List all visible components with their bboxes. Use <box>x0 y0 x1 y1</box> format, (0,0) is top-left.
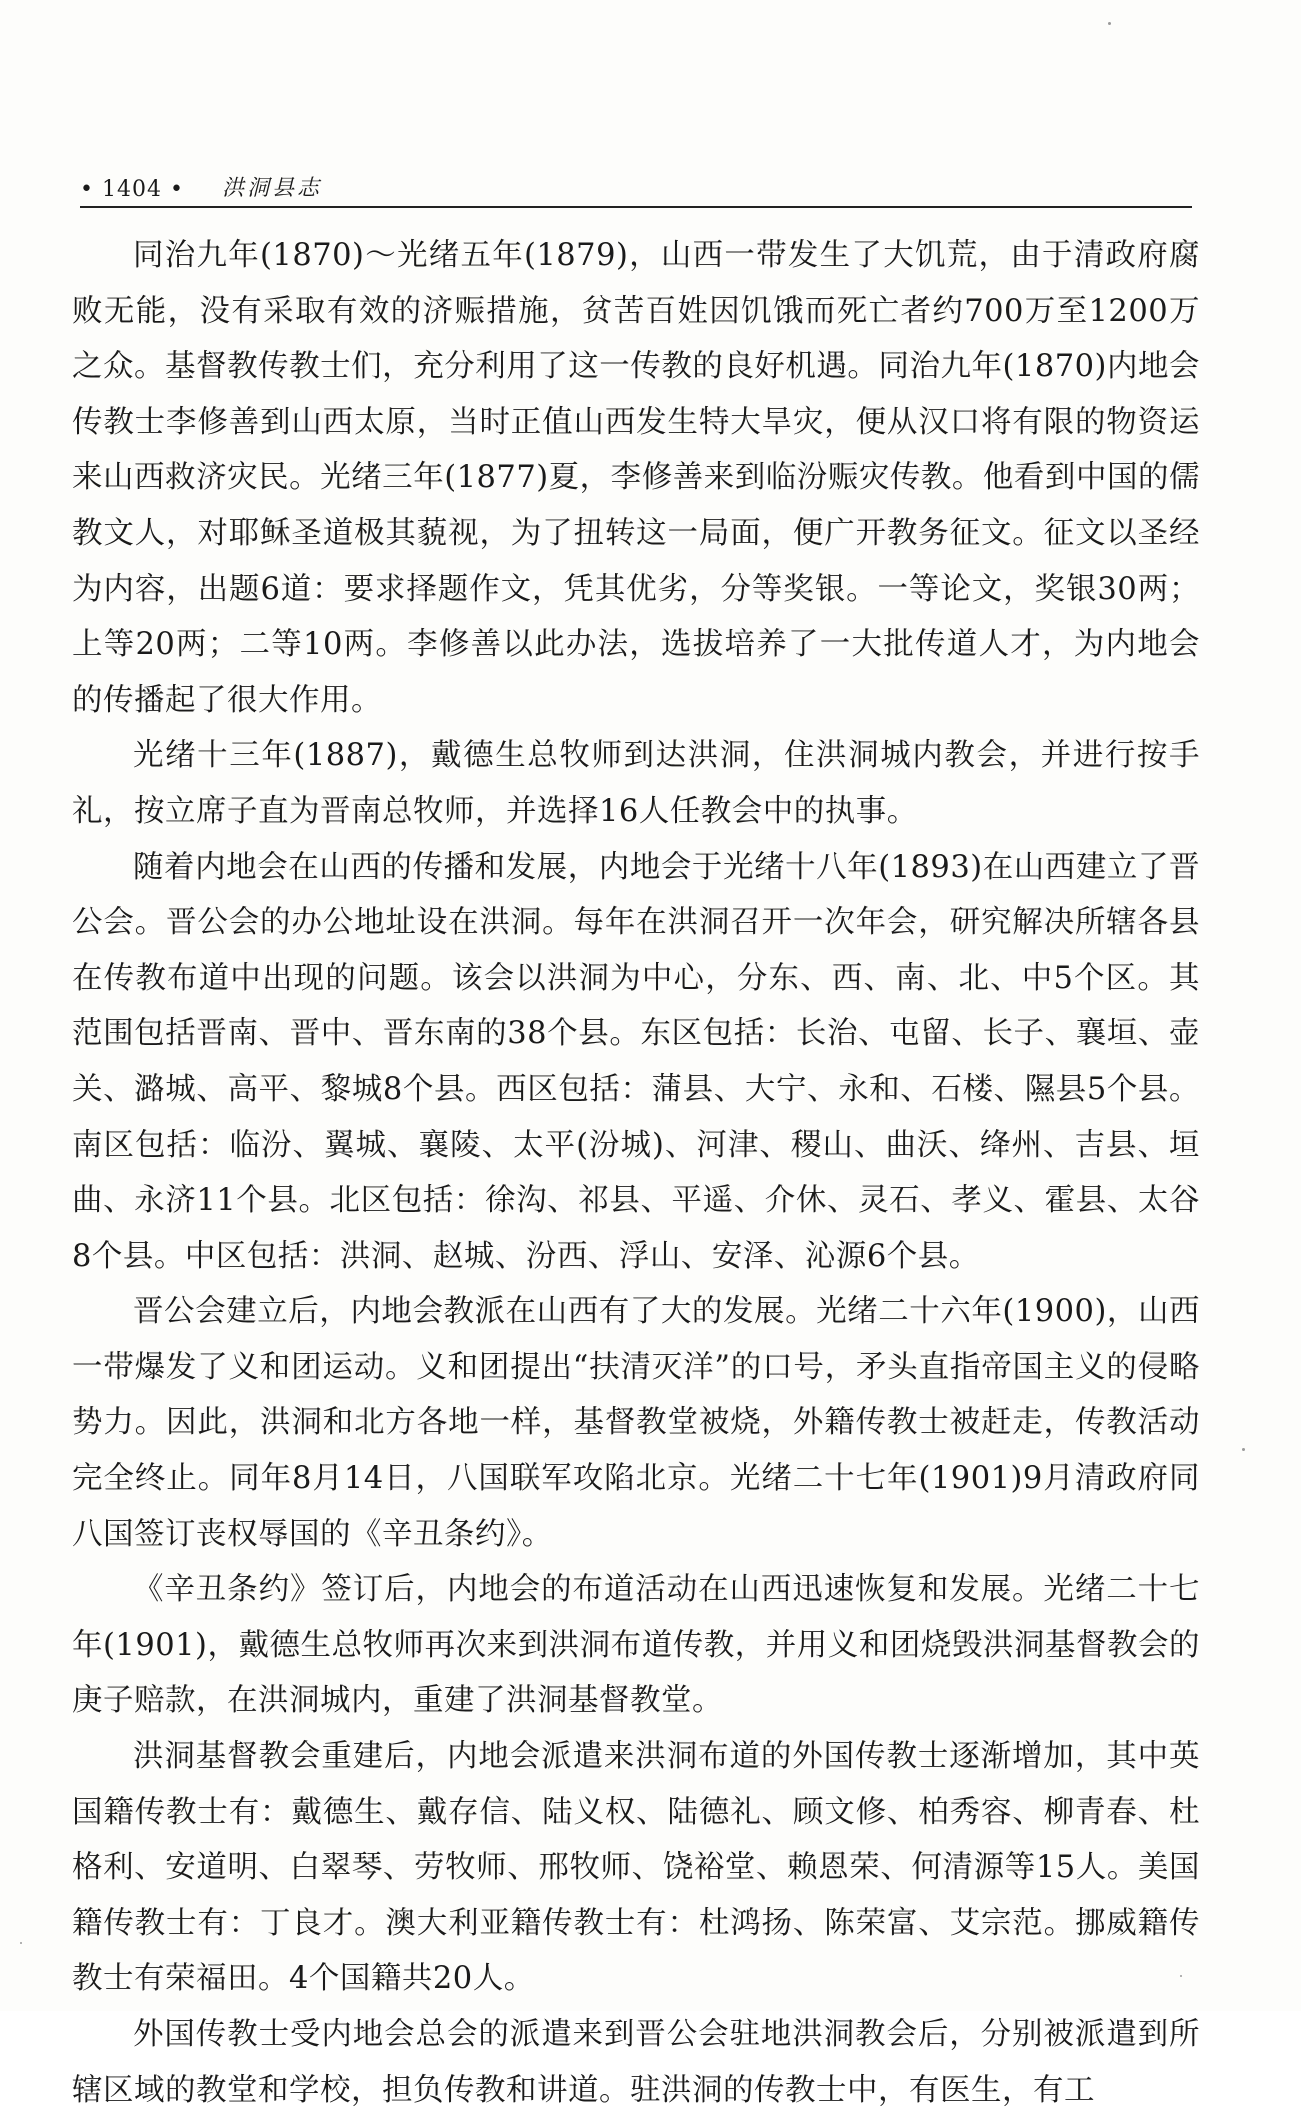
body-text <box>72 228 1200 2118</box>
paragraph-boxer-protocol: 《辛丑条约》签订后，内地会的布道活动在山西迅速恢复和发展。光绪二十七年(1901)，戴德生总牧师再次来到洪洞布道传教，并用义和团烧毁洪洞基督教会的庚子赔款，在洪洞城内，重建了洪洞基督教堂。 <box>72 1572 1200 1719</box>
paragraph-hudson-taylor-1887: 光绪十三年(1887)，戴德生总牧师到达洪洞，住洪洞城内教会，并进行按手礼，按立席子直为晋南总牧师，并选择16人任教会中的执事。 <box>72 738 1200 829</box>
scan-speck <box>20 1942 22 1944</box>
paragraph-missionary-duties: 外国传教士受内地会总会的派遣来到晋公会驻地洪洞教会后，分别被派遣到所辖区域的教堂和学校，担负传教和讲道。驻洪洞的传教士中，有医生，有工 <box>72 2017 1200 2108</box>
book-title: 洪洞县志 <box>221 176 322 201</box>
paragraph-famine: 同治九年(1870)～光绪五年(1879)，山西一带发生了大饥荒，由于清政府腐败无能，没有采取有效的济赈措施，贫苦百姓因饥饿而死亡者约700万至1200万之众。基督教传教士们，充分利用了这一传教的良好机遇。同治九年(1870)内地会传教士李修善到山西太原，当时正值山西发生特大旱灾，便从汉口将有限的物资运来山西救济灾民。光绪三年(1877)夏，李修善来到临汾赈灾传教。他看到中国的儒教文人，对耶稣圣道极其藐视，为了扭转这一局面，便广开教务征文。征文以圣经为内容，出题6道：要求择题作文，凭其优劣，分等奖银。一等论文，奖银30两；上等20两；二等10两。李修善以此办法，选拔培养了一大批传道人才，为内地会的传播起了很大作用。 <box>72 238 1200 718</box>
page-number: • 1404 • <box>80 177 184 202</box>
scan-speck <box>1242 1448 1245 1451</box>
scan-speck <box>1180 1975 1182 1977</box>
scan-speck <box>1108 22 1111 25</box>
paragraph-boxer-movement: 晋公会建立后，内地会教派在山西有了大的发展。光绪二十六年(1900)，山西一带爆发了义和团运动。义和团提出“扶清灭洋”的口号，矛头直指帝国主义的侵略势力。因此，洪洞和北方各地一样，基督教堂被烧，外籍传教士被赶走，传教活动完全终止。同年8月14日，八国联军攻陷北京。光绪二十七年(1901)9月清政府同八国签订丧权辱国的《辛丑条约》。 <box>72 1294 1200 1552</box>
paragraph-missionaries: 洪洞基督教会重建后，内地会派遣来洪洞布道的外国传教士逐渐增加，其中英国籍传教士有：戴德生、戴存信、陆义权、陆德礼、顾文修、柏秀容、柳青春、杜格利、安道明、白翠琴、劳牧师、邢牧师、饶裕堂、赖恩荣、何清源等15人。美国籍传教士有：丁良才。澳大利亚籍传教士有：杜鸿扬、陈荣富、艾宗范。挪威籍传教士有荣福田。4个国籍共20人。 <box>72 1739 1200 1997</box>
paragraph-jin-conference: 随着内地会在山西的传播和发展，内地会于光绪十八年(1893)在山西建立了晋公会。晋公会的办公地址设在洪洞。每年在洪洞召开一次年会，研究解决所辖各县在传教布道中出现的问题。该会以洪洞为中心，分东、西、南、北、中5个区。其范围包括晋南、晋中、晋东南的38个县。东区包括：长治、屯留、长子、襄垣、壶关、潞城、高平、黎城8个县。西区包括：蒲县、大宁、永和、石楼、隰县5个县。南区包括：临汾、翼城、襄陵、太平(汾城)、河津、稷山、曲沃、绛州、吉县、垣曲、永济11个县。北区包括：徐沟、祁县、平遥、介休、灵石、孝义、霍县、太谷8个县。中区包括：洪洞、赵城、汾西、浮山、安泽、沁源6个县。 <box>72 849 1200 1274</box>
running-header <box>80 168 1192 208</box>
